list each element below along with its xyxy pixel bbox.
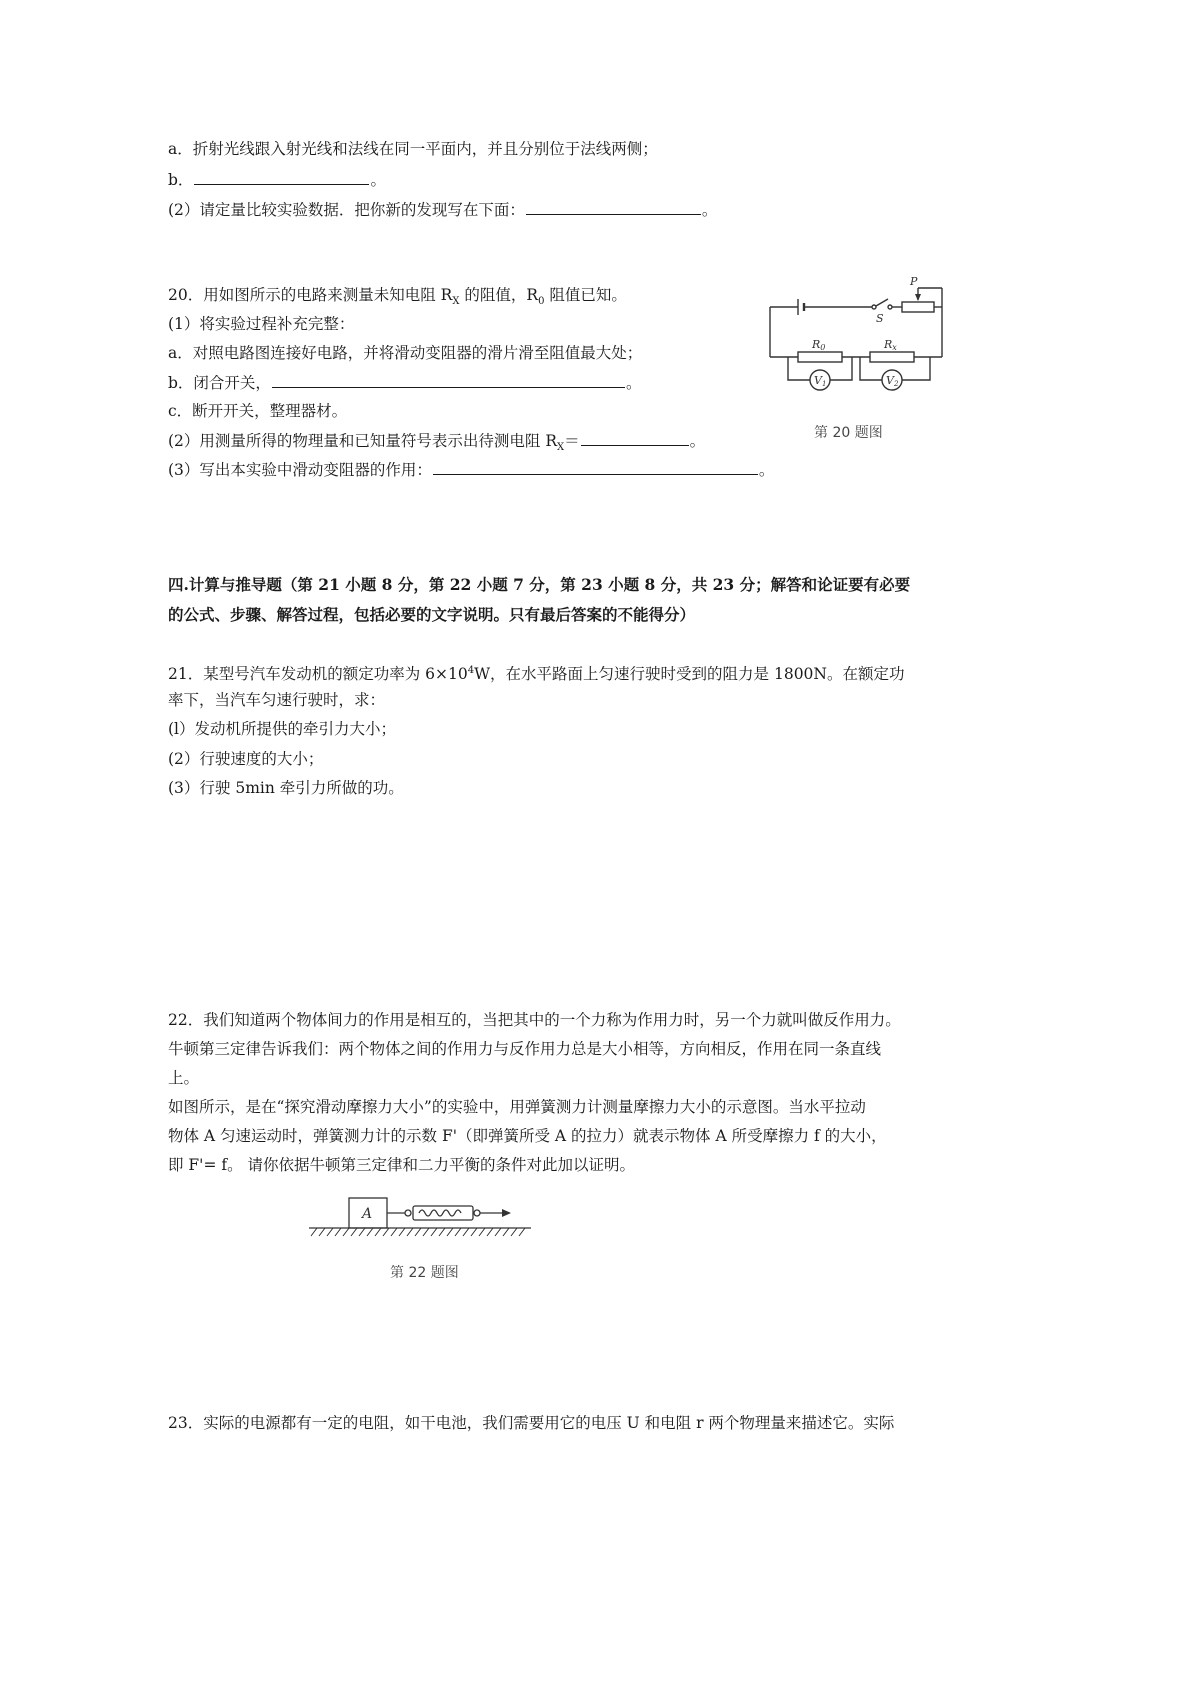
q20-part2-suffix: 。	[689, 432, 706, 450]
q20-part2-sub: X	[557, 442, 565, 454]
q20-blank-b[interactable]	[272, 372, 625, 388]
section4-header-line2: 的公式、步骤、解答过程，包括必要的文字说明。只有最后答案的不能得分）	[168, 605, 696, 624]
rheostat-arrow-head	[915, 294, 921, 301]
q22-line2: 牛顿第三定律告诉我们：两个物体之间的作用力与反作用力总是大小相等，方向相反，作用在同一条直线	[168, 1040, 882, 1058]
section4-header-line1: 四.计算与推导题（第 21 小题 8 分，第 22 小题 7 分，第 23 小题 8 分，共 23 分；解答和论证要有必要	[168, 575, 911, 594]
switch-contact-right	[888, 305, 892, 309]
q23-line1: 23．实际的电源都有一定的电阻，如干电池，我们需要用它的电压 U 和电阻 r 两个物理量来描述它。实际	[168, 1414, 895, 1432]
q21-line1-sup: 4	[467, 665, 475, 676]
q20-title	[168, 285, 627, 312]
resistor-rx	[870, 352, 914, 362]
q22-line5: 物体 A 匀速运动时，弹簧测力计的示数 F'（即弹簧所受 A 的拉力）就表示物体 A 所受摩擦力 f 的大小，	[168, 1127, 887, 1145]
wire-v1-right	[830, 357, 852, 380]
q22-figure-caption: 第 22 题图	[390, 1265, 459, 1281]
q21-line1-a: 21．某型号汽车发动机的额定功率为 6×10	[168, 665, 468, 684]
label-rx: Rx	[884, 338, 897, 352]
q20-blank-3[interactable]	[433, 459, 758, 475]
q20-part3-suffix: 。	[758, 461, 775, 479]
wire-v2-right	[902, 357, 930, 380]
pull-arrow-head	[502, 1209, 511, 1217]
q21-part1: (l）发动机所提供的牵引力大小；	[168, 720, 397, 738]
switch-lever	[876, 299, 888, 306]
q21-part2: (2）行驶速度的大小；	[168, 750, 324, 768]
q20-figure-caption: 第 20 题图	[814, 425, 883, 441]
q21-line2: 率下，当汽车匀速行驶时，求：	[168, 691, 386, 709]
q20-title-a: 20．用如图所示的电路来测量未知电阻 R	[168, 286, 453, 304]
label-a: A	[362, 1206, 373, 1222]
label-r0: R0	[812, 338, 826, 352]
wire-v1-left	[788, 357, 810, 380]
q20-part2-mid: ＝	[564, 432, 580, 450]
q19-line-b-prefix: b．	[168, 171, 194, 189]
q22-line4: 如图所示，是在“探究滑动摩擦力大小”的实验中，用弹簧测力计测量摩擦力大小的示意图。当水平拉动	[168, 1098, 866, 1116]
q20-part2	[168, 430, 705, 458]
q21-line1-b: W，在水平路面上匀速行驶时受到的阻力是 1800N。在额定功	[474, 665, 905, 684]
q20-step-b-suffix: 。	[625, 374, 642, 392]
q20-step-a: a．对照电路图连接好电路，并将滑动变阻器的滑片滑至阻值最大处；	[168, 344, 643, 362]
q20-title-sub-0: 0	[538, 296, 545, 308]
rheostat-body	[902, 302, 934, 312]
q20-step-b	[168, 372, 641, 393]
q22-line1: 22．我们知道两个物体间力的作用是相互的，当把其中的一个力称为作用力时，另一个力就叫做反作用力。	[168, 1011, 901, 1029]
q19-line-b-suffix: 。	[370, 171, 386, 189]
spring-hook-left	[405, 1210, 411, 1216]
q20-circuit-diagram	[760, 272, 960, 402]
label-p: P	[910, 275, 918, 288]
q20-part2-prefix: (2）用测量所得的物理量和已知量符号表示出待测电阻 R	[168, 432, 558, 450]
wire-v2-left	[860, 357, 882, 380]
spring-hook-right	[474, 1210, 480, 1216]
q21-line1	[168, 661, 904, 684]
q22-line3: 上。	[168, 1069, 200, 1087]
resistor-r0	[798, 352, 842, 362]
q20-title-sub-x: X	[452, 296, 460, 308]
label-v2: V2	[886, 374, 899, 388]
q19-line-2-suffix: 。	[701, 201, 718, 219]
switch-contact-left	[872, 305, 876, 309]
q22-line6: 即 F'= f。 请你依据牛顿第三定律和二力平衡的条件对此加以证明。	[168, 1156, 636, 1174]
q20-step-b-prefix: b．闭合开关，	[168, 374, 271, 392]
ground-hatching	[311, 1228, 525, 1236]
q20-title-c: 阻值已知。	[544, 286, 627, 304]
q19-blank-2[interactable]	[526, 199, 701, 215]
label-s: S	[876, 312, 884, 325]
q22-friction-diagram	[305, 1188, 535, 1248]
q19-line-a: a．折射光线跟入射光线和法线在同一平面内，并且分别位于法线两侧；	[168, 140, 658, 158]
q20-part3-prefix: (3）写出本实验中滑动变阻器的作用：	[168, 461, 432, 479]
spring-coil	[419, 1210, 461, 1216]
q20-title-b: 的阻值，R	[459, 286, 539, 304]
q19-blank-b[interactable]	[194, 169, 369, 185]
q20-part1: (1）将实验过程补充完整：	[168, 315, 355, 333]
q19-line-2	[168, 199, 717, 220]
q20-part3	[168, 459, 774, 480]
q20-blank-2[interactable]	[581, 430, 689, 446]
label-v1: V1	[814, 374, 827, 388]
q20-step-c: c．断开开关，整理器材。	[168, 402, 348, 420]
q19-line-2-prefix: (2）请定量比较实验数据．把你新的发现写在下面：	[168, 201, 525, 219]
q21-part3: (3）行驶 5min 牵引力所做的功。	[168, 779, 404, 797]
q19-line-b	[168, 169, 386, 190]
